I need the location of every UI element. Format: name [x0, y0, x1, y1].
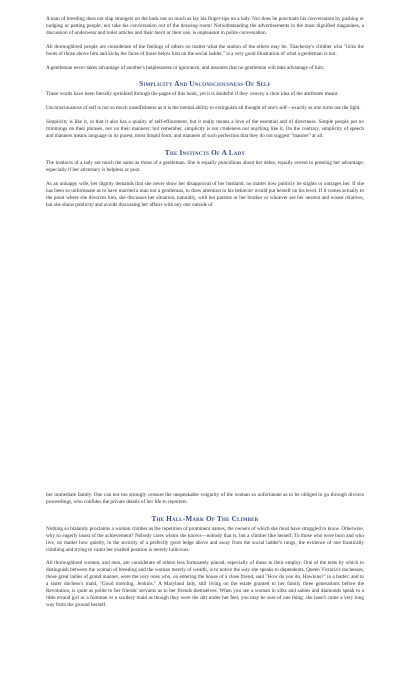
paragraph: As an unhappy wife, her dignity demands that she never show her disapproval of her husband, no matter how publicly he slights or outrages her. If she has been so unfortunate as to have married a man not a gentleman, to draw attention to his behavior would put herself on his level. If it comes actually to the point where she divorces him, she discusses her situation, naturally, with her parents or her brother or whoever are her nearest and wisest relatives, but she shuns publicity and avoids discussing her affairs with any one outside of	[46, 180, 364, 208]
paragraph: A gentleman never takes advantage of another's helplessness or ignorance, and assumes that no gentleman will take advantage of him.	[46, 64, 325, 71]
page-content-top	[46, 16, 364, 215]
paragraph: A man of breeding does not slap strangers on the back nor so much as lay his finger-tips on a lady. Nor does he punctuate his conversation by pushing or nudging or patting people, nor take his conversation out of the drawing-room! Notwithstanding the advertisements in the most dignified magazines, a discussion of underwear and toilet articles and their merit or their use, is unpleasant in polite conversation.	[46, 16, 364, 36]
paragraph: Nothing so blatantly proclaims a woman climber as the repetition of prominent names, the owners of which she must have struggled to know. Otherwise, why so eagerly boast of the achievement? Nobody cares whom she knows—nobody that is, but a climber like herself. To those who were born and who live, no matter how quietly, in the security of a perfectly good ledge above and away from the social ladder's rungs, the evidence of one frantically climbing and trying to vaunt her exalted position is merely ludicrous.	[46, 525, 364, 553]
paragraph: These words have been literally sprinkled through the pages of this book, yet it is doubtful if they convey a clear idea of the attributes meant.	[46, 91, 339, 98]
paragraph: Simplicity is like it, in that it also has a quality of self-effacement, but it really means a love of the essential and of directness. Simple people put no trimmings on their phrases, nor on their manners; but remember, simplicity is not crudeness nor anything like it. On the contrary, simplicity of speech and manners means language in its purest, most limpid form, and manners of such perfection that they do not suggest "manner" at all.	[46, 119, 364, 140]
paragraph: All thoroughbred people are considerate of the feelings of others no matter what the station of the others may be. Thackeray's climber who "licks the boots of those above him and kicks the faces of those below him on the social ladder," is a very good illustration of what a gentleman is not.	[46, 43, 364, 57]
paragraph: All thoroughbred women, and men, are considerate of others less fortunately placed, especially of those in their employ. One of the tests by which to distinguish between the woman of breeding and the woman merely of wealth, is to notice the way she speaks to dependents. Queen Victoria's duchesses, those great ladies of grand manner, were the very ones who, on entering the house of a close friend, said "How do you do, Hawkins?" to a butler; and to a sister duchess's maid, "Good morning, Jenkins." A Maryland lady, still living on the estate granted to her family three generations before the Revolution, is quite as polite to her friends' servants as to her friends themselves. When you see a woman in silks and sables and diamonds speak to a little errand girl or a footman or a scullery maid as though they were the dirt under her feet, you may be sure of one thing: she hasn't come a very long way from the ground herself.	[46, 560, 364, 608]
page-content-bottom	[46, 492, 364, 616]
section-heading-simplicity: Simplicity And Unconsciousness Of Self	[139, 80, 271, 89]
section-heading-hallmark: The Hall-Mark Of The Climber	[151, 514, 259, 523]
paragraph: The instincts of a lady are much the same as those of a gentleman. She is equally punctilious about her debts, equally averse to pressing her advantage; especially if her adversary is helpless or poor.	[46, 159, 364, 173]
paragraph: Unconsciousness of self is not so much unselfishness as it is the mental ability to extinguish all thought of one's self—exactly as one turns out the light.	[46, 105, 361, 112]
paragraph: her immediate family. One can not too strongly censure the unspeakable vulgarity of the woman so unfortunate as to be obliged to go through divorce proceedings, who confides the private details of her life to reporters.	[46, 492, 364, 505]
section-heading-instincts: The Instincts Of A Lady	[164, 148, 246, 157]
